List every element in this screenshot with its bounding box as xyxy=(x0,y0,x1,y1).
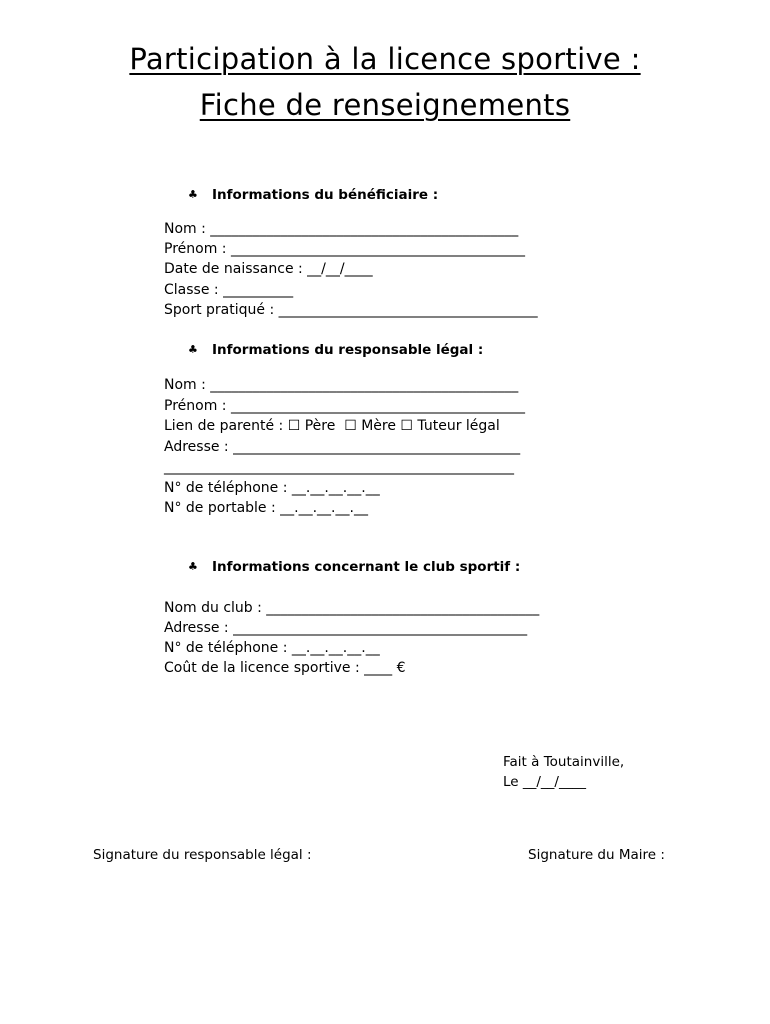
section-heading-beneficiaire xyxy=(188,186,438,204)
field-responsable-lien[interactable]: Lien de parenté : ☐ Père ☐ Mère ☐ Tuteur légal xyxy=(164,418,500,434)
section-heading-responsable xyxy=(188,341,483,359)
field-beneficiaire-classe[interactable]: Classe : __________ xyxy=(164,282,294,298)
club-suit-icon: ♣ xyxy=(188,343,198,356)
field-club-adresse[interactable]: Adresse : __________________________________________ xyxy=(164,620,528,636)
page-subtitle: Fiche de renseignements xyxy=(199,88,571,122)
club-suit-icon: ♣ xyxy=(188,560,198,573)
section-heading-responsable-label: Informations du responsable légal : xyxy=(212,342,484,358)
field-beneficiaire-prenom[interactable]: Prénom : __________________________________________ xyxy=(164,241,525,257)
signature-responsable-label: Signature du responsable légal : xyxy=(93,847,312,863)
field-responsable-prenom[interactable]: Prénom : __________________________________________ xyxy=(164,398,525,414)
section-heading-beneficiaire-label: Informations du bénéficiaire : xyxy=(212,187,439,203)
field-responsable-adresse-line2[interactable]: __________________________________________________ xyxy=(164,459,514,475)
field-responsable-telephone[interactable]: N° de téléphone : __.__.__.__.__ xyxy=(164,480,380,496)
field-responsable-adresse[interactable]: Adresse : _________________________________________ xyxy=(164,439,521,455)
section-heading-club-label: Informations concernant le club sportif : xyxy=(212,559,521,575)
field-beneficiaire-nom[interactable]: Nom : ____________________________________________ xyxy=(164,221,519,237)
place-label: Fait à Toutainville, xyxy=(503,754,625,770)
signature-maire-label: Signature du Maire : xyxy=(528,847,665,863)
field-beneficiaire-date-naissance[interactable]: Date de naissance : __/__/____ xyxy=(164,261,373,277)
field-club-telephone[interactable]: N° de téléphone : __.__.__.__.__ xyxy=(164,640,380,656)
section-heading-club xyxy=(188,558,520,576)
date-field[interactable]: Le __/__/____ xyxy=(503,774,586,790)
field-club-nom[interactable]: Nom du club : _______________________________________ xyxy=(164,600,540,616)
field-beneficiaire-sport[interactable]: Sport pratiqué : _____________________________________ xyxy=(164,302,538,318)
club-suit-icon: ♣ xyxy=(188,188,198,201)
field-responsable-portable[interactable]: N° de portable : __.__.__.__.__ xyxy=(164,500,368,516)
page-title: Participation à la licence sportive : xyxy=(129,42,641,76)
field-responsable-nom[interactable]: Nom : ____________________________________________ xyxy=(164,377,519,393)
field-club-cout[interactable]: Coût de la licence sportive : ____ € xyxy=(164,660,406,676)
